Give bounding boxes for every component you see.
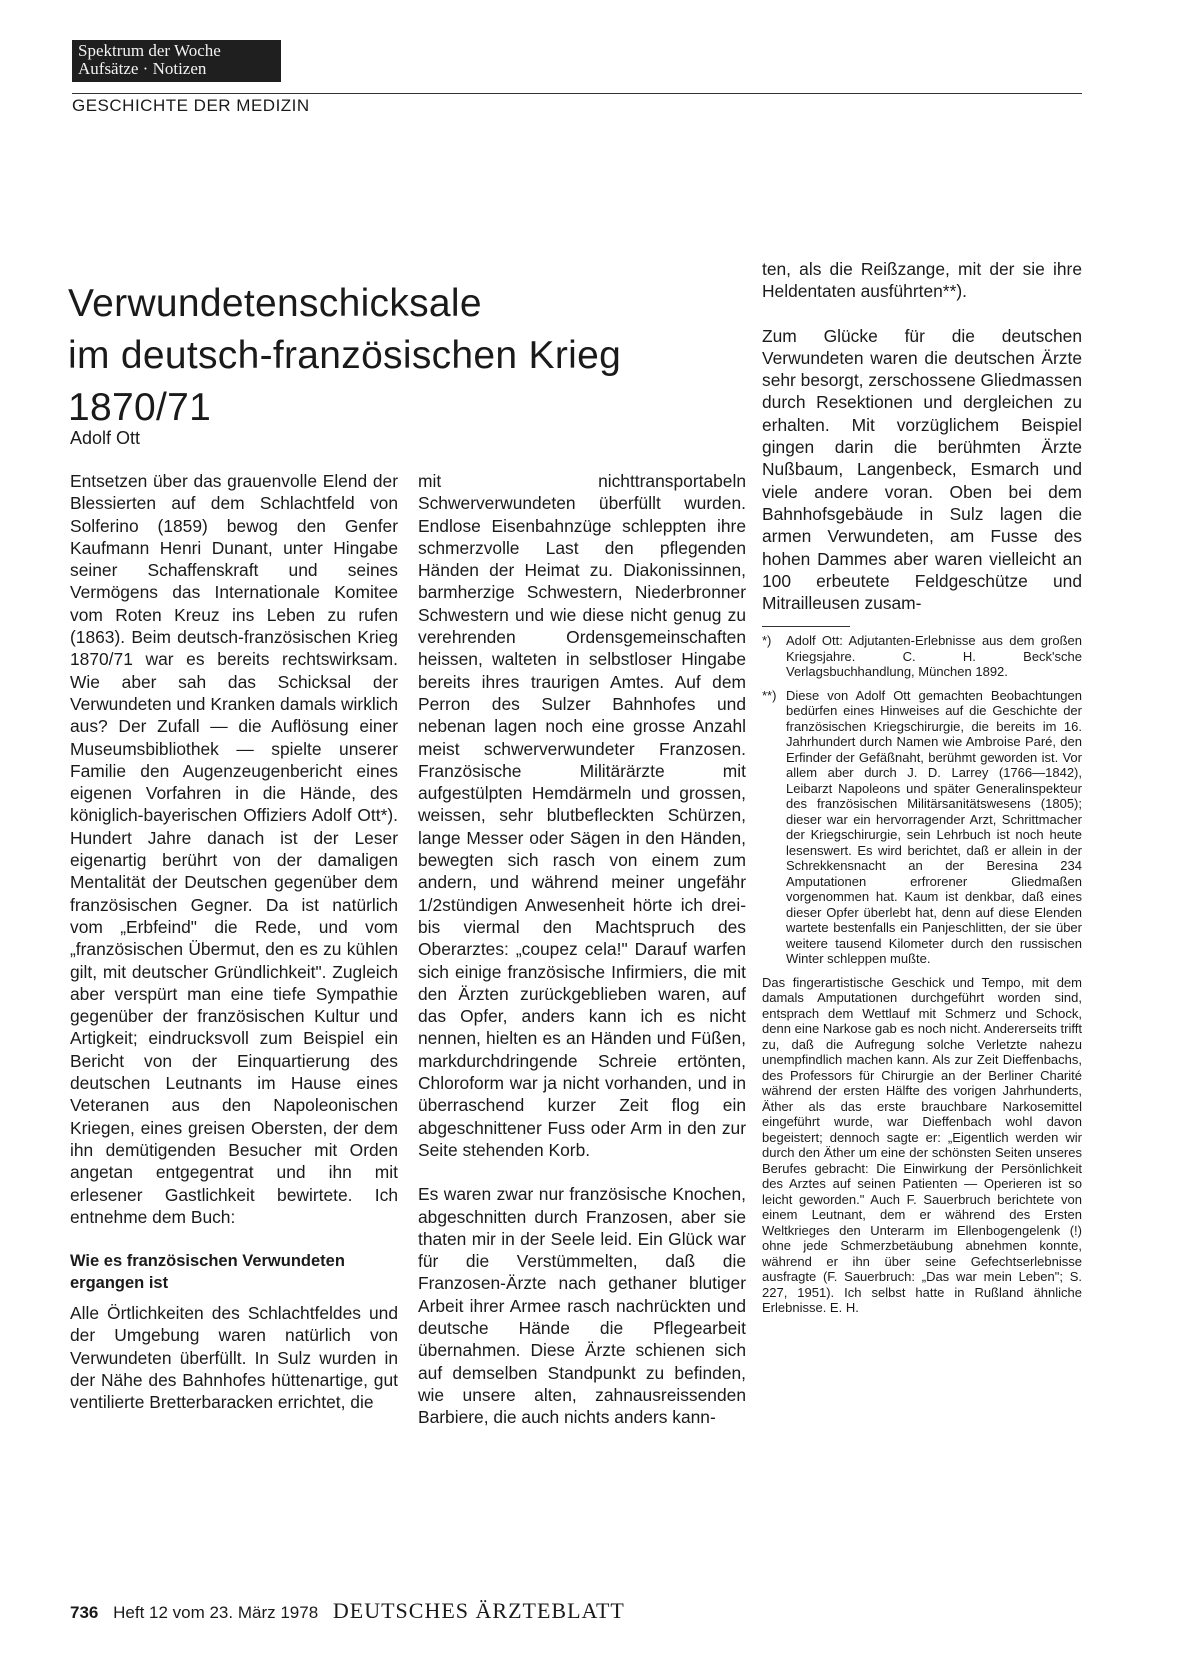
column-2 [418, 470, 746, 1428]
footnote-2 [762, 688, 1082, 967]
paragraph: Zum Glücke für die deutschen Verwundeten waren die deutschen Ärzte sehr besorgt, zerschossene Gliedmassen durch Resektionen und dergleichen zu erhalten. Mit vorzüglichem Beispiel gingen darin die berühmten Ärzte Nußbaum, Langenbeck, Esmarch und viele andere voran. Oben bei dem Bahnhofsgebäude in Sulz lagen die armen Verwundeten, am Fusse des hohen Dammes aber waren vielleicht an 100 erbeutete Feldgeschütze und Mitrailleusen zusam- [762, 325, 1082, 614]
article-title [68, 278, 708, 434]
journal-name: DEUTSCHES ÄRZTEBLATT [332, 1598, 625, 1623]
paragraph: Es waren zwar nur französische Knochen, abgeschnitten durch Franzosen, aber sie thaten mir in der Seele leid. Ein Glück war für die Verstümmelten, daß die Franzosen-Ärzte nach gethaner blutiger Arbeit ihrer Armee rasch nachrückten und deutsche Hände die Pflegearbeit übernahmen. Diese Ärzte schienen sich auf demselben Standpunkt zu befinden, wie unsere alten, zahnausreissenden Barbiere, die auch nichts anders kann- [418, 1184, 746, 1428]
page-number: 736 [70, 1603, 99, 1622]
footnote-rule [762, 626, 850, 627]
footnote-1 [762, 633, 1082, 680]
paragraph: ten, als die Reißzange, mit der sie ihre Heldentaten ausführten**). [762, 259, 1082, 302]
section-label-box [72, 40, 281, 82]
paragraph: Alle Örtlichkeiten des Schlachtfeldes und der Umgebung waren natürlich von Verwundeten überfüllt. In Sulz wurden in der Nähe des Bahnhofes hüttenartige, gut ventilierte Bretterbaracken errichtet, die [70, 1303, 398, 1413]
footnote-mark: *) [762, 633, 772, 649]
title-line-1: Verwundetenschicksale [68, 282, 482, 326]
footnote-2-continued: Das fingerartistische Geschick und Tempo, mit dem damals Amputationen durchgeführt worden sind, entsprach dem Wettlauf mit Schmerz und Schock, denn eine Narkose gab es noch nicht. Andererseits trifft zu, daß die Aufregung solche Verletzte nahezu unempfindlich machen kann. Als zur Zeit Dieffenbachs, des Professors für Chirurgie an der Berliner Charité während der ersten Hälfte des vorigen Jahrhunderts, Äther als das erste brauchbare Narkosemittel eingeführt wurde, war Dieffenbach wohl davon begeistert; dennoch sagte er: „Eigentlich werden wir durch den Äther um eine der schönsten Seiten unseres Berufes gebracht: Die Einwirkung der Persönlichkeit des Arztes auf seinen Patienten — Operieren ist so leicht geworden." Auch F. Sauerbruch berichtete von einem Leutnant, dem er während des Ersten Weltkrieges den Unterarm im Ellenbogengelenk (!) ohne jede Schmerzbetäubung abnehmen konnte, während er ihn über seine Gefechtserlebnisse ausfragte (F. Sauerbruch: „Das war mein Leben"; S. 227, 1951). Ich selbst hatte in Rußland ähnliche Erlebnisse. E. H. [762, 974, 1082, 1316]
header-rule [72, 93, 1082, 94]
title-line-2: im deutsch-französischen Krieg [68, 334, 622, 378]
column-1 [70, 470, 398, 1414]
section-title: GESCHICHTE DER MEDIZIN [72, 96, 310, 115]
section-label-line2: Aufsätze · Notizen [78, 59, 207, 78]
section-label-line1: Spektrum der Woche [78, 41, 221, 60]
footnote-text: Diese von Adolf Ott gemachten Beobachtungen bedürfen eines Hinweises auf die Geschichte der französischen Kriegschirurgie, die bereits im 16. Jahrhundert durch Namen wie Ambroise Paré, den Erfinder der Gefäßnaht, berühmt geworden ist. Vor allem aber durch J. D. Larrey (1766—1842), Leibarzt Napoleons und später Generalinspekteur des französischen Militärsanitätswesens (1805); dieser war ein hervorragender Arzt, Schrittmacher der Kriegschirurgie, sein Lehrbuch ist noch heute lesenswert. Es wird berichtet, daß er allein in der Schrekkensnacht an der Beresina 234 Amputationen erfrorener Gliedmaßen vorgenommen hat. Kaum ist denkbar, daß eines dieser Opfer überlebt hat, denn auf diese Elenden wartete bestenfalls ein Panjeschlitten, der sie über weitere tausend Kilometer durch den russischen Winter schleppen mußte. [786, 687, 1082, 967]
subheading: Wie es französischen Verwundeten ergangen ist [70, 1252, 345, 1293]
author: Adolf Ott [70, 428, 141, 448]
issue-info: Heft 12 vom 23. März 1978 [113, 1603, 319, 1622]
page-footer [70, 1598, 625, 1624]
column-3 [762, 258, 1082, 1316]
paragraph: mit nichttransportabeln Schwerverwundeten überfüllt wurden. Endlose Eisenbahnzüge schleppten ihre schmerzvolle Last den pflegenden Händen der Heimat zu. Diakonissinnen, barmherzige Schwestern, Niederbronner Schwestern und wie diese nicht genug zu verehrenden Ordensgemeinschaften heissen, walteten in selbstloser Hingabe bereits ihres traurigen Amtes. Auf dem Perron des Sulzer Bahnhofes und nebenan lagen noch eine grosse Anzahl meist schwerverwundeter Franzosen. Französische Militärärzte mit aufgestülpten Hemdärmeln und grossen, weissen, sehr blutbefleckten Schürzen, lange Messer oder Sägen in den Händen, bewegten sich rasch von einem zum andern, und während meiner ungefähr 1/2stündigen Anwesenheit hörte ich drei- bis viermal den Machtspruch des Oberarztes: „coupez cela!" Darauf warfen sich einige französische Infirmiers, die mit den Ärzten zurückgeblieben waren, auf das Opfer, anders kann ich es nicht nennen, hielten es an Händen und Füßen, markdurchdringende Schreie ertönten, Chloroform war ja nicht vorhanden, und in überraschend kurzer Zeit flog ein abgeschnittener Fuss oder Arm in den zur Seite stehenden Korb. [418, 471, 746, 1160]
footnote-mark: **) [762, 687, 777, 703]
footnote-text: Adolf Ott: Adjutanten-Erlebnisse aus dem großen Kriegsjahre. C. H. Beck'sche Verlagsbuchhandlung, München 1892. [786, 633, 1082, 680]
paragraph: Entsetzen über das grauenvolle Elend der Blessierten auf dem Schlachtfeld von Solferino (1859) bewog den Genfer Kaufmann Henri Dunant, unter Hingabe seiner Schaffenskraft und seines Vermögens das Internationale Komitee vom Roten Kreuz ins Leben zu rufen (1863). Beim deutsch-französischen Krieg 1870/71 war es bereits rechtswirksam. Wie aber sah das Schicksal der Verwundeten und Kranken damals wirklich aus? Der Zufall — die Auflösung einer Museumsbibliothek — spielte unserer Familie den Augenzeugenbericht eines eigenen Vorfahren in die Hände, des königlich-bayerischen Offiziers Adolf Ott*). Hundert Jahre danach ist der Leser eigenartig berührt von der damaligen Mentalität der Deutschen gegenüber dem französischen Gegner. Da ist natürlich vom „Erbfeind" die Rede, und vom „französischen Übermut, den es zu kühlen gilt, mit deutscher Gründlichkeit". Zugleich aber verspürt man eine tiefe Sympathie gegenüber der französischen Kultur und Artigkeit; eindrucksvoll zum Beispiel ein Bericht von der Einquartierung des deutschen Leutnants im Hause eines Veteranen aus den Napoleonischen Kriegen, eines greisen Obersten, der dem ihn demütigenden Besucher mit Orden angetan entgegentrat und ihn mit erlesener Gastlichkeit bewirtete. Ich entnehme dem Buch: [70, 471, 398, 1227]
title-line-3: 1870/71 [68, 386, 212, 430]
